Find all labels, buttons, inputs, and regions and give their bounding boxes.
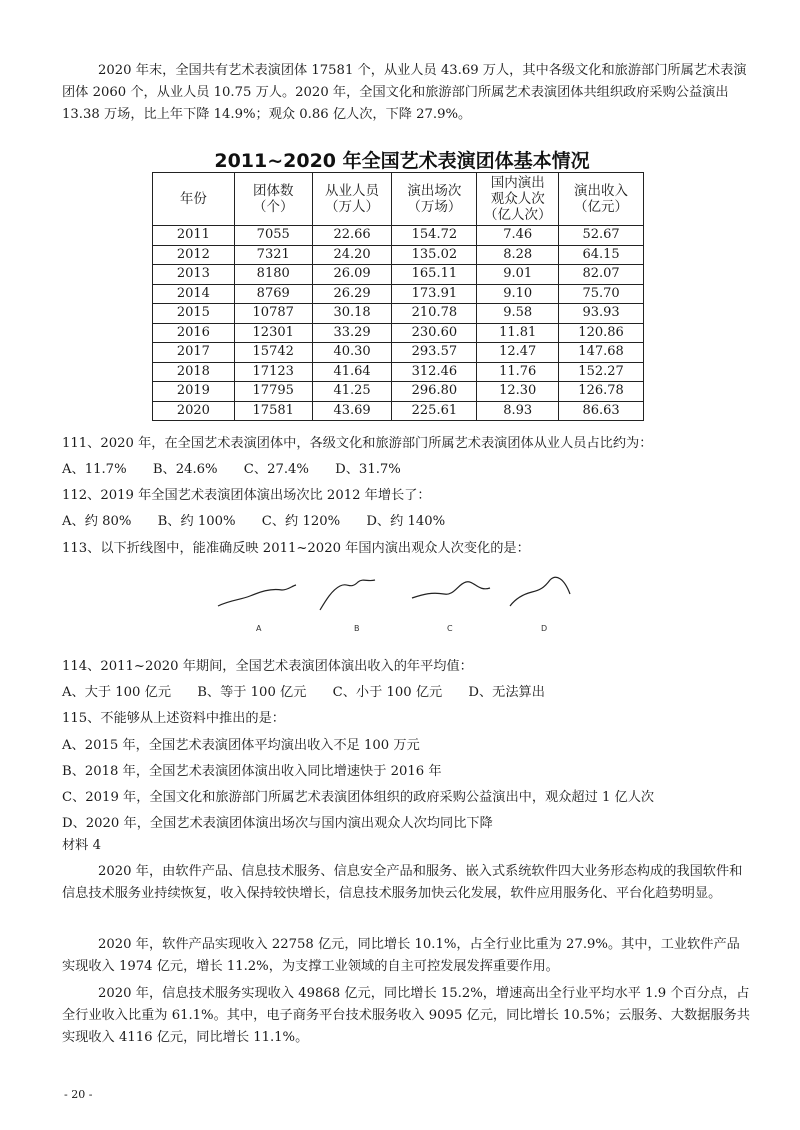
table-row xyxy=(153,343,644,363)
table-row xyxy=(153,245,644,265)
cell-performances: 135.02 xyxy=(392,245,477,265)
q114-stem: 114、2011~2020 年期间，全国艺术表演团体演出收入的年平均值： xyxy=(62,659,473,674)
chart-d-label: D xyxy=(541,624,548,633)
cell-employees: 30.18 xyxy=(312,304,392,324)
material4-heading: 材料 4 xyxy=(62,838,101,853)
q114-options xyxy=(62,683,762,703)
cell-year: 2019 xyxy=(153,382,235,402)
q112-option-d[interactable]: D、约 140% xyxy=(366,514,446,529)
cell-year: 2017 xyxy=(153,343,235,363)
cell-year: 2011 xyxy=(153,226,235,246)
q111-option-d[interactable]: D、31.7% xyxy=(335,462,401,477)
q112-option-a[interactable]: A、约 80% xyxy=(62,514,132,529)
cell-employees: 26.29 xyxy=(312,284,392,304)
cell-employees: 22.66 xyxy=(312,226,392,246)
cell-revenue: 147.68 xyxy=(559,343,644,363)
cell-revenue: 86.63 xyxy=(559,401,644,421)
cell-troupes: 15742 xyxy=(234,343,312,363)
intro-paragraph: 2020 年末，全国共有艺术表演团体 17581 个，从业人员 43.69 万人，其中各级文化和旅游部门所属艺术表演团体 2060 个，从业人员 10.75 万人。2020 年，全国文化和旅游部门所属艺术表演团体共组织政府采购公益演出 13.38 万场，比上年下降 14.9%；观众 0.86 亿人次，下降 27.9%。 xyxy=(62,63,747,122)
cell-troupes: 7055 xyxy=(234,226,312,246)
table-row xyxy=(153,265,644,285)
q111-option-b[interactable]: B、24.6% xyxy=(152,462,218,477)
chart-c-label: C xyxy=(447,624,453,633)
cell-audience: 11.76 xyxy=(477,362,559,382)
cell-performances: 210.78 xyxy=(392,304,477,324)
cell-audience: 8.28 xyxy=(477,245,559,265)
cell-troupes: 12301 xyxy=(234,323,312,343)
cell-performances: 165.11 xyxy=(392,265,477,285)
cell-year: 2014 xyxy=(153,284,235,304)
q114-option-a[interactable]: A、大于 100 亿元 xyxy=(62,685,172,700)
q111-options xyxy=(62,460,762,480)
table-body xyxy=(153,226,644,421)
material4-paragraph-2: 2020 年，软件产品实现收入 22758 亿元，同比增长 10.1%，占全行业比重为 27.9%。其中，工业软件产品实现收入 1974 亿元，增长 11.2%，为支撑工业领域的自主可控发展发挥重要作用。 xyxy=(62,937,740,974)
cell-revenue: 64.15 xyxy=(559,245,644,265)
data-table xyxy=(152,172,644,421)
cell-year: 2016 xyxy=(153,323,235,343)
cell-revenue: 152.27 xyxy=(559,362,644,382)
table-row xyxy=(153,226,644,246)
q115-option-c[interactable]: C、2019 年，全国文化和旅游部门所属艺术表演团体组织的政府采购公益演出中，观众超过 1 亿人次 xyxy=(62,790,655,805)
header-year: 年份 xyxy=(153,173,235,226)
chart-b-line[interactable] xyxy=(320,580,375,610)
q115-option-b[interactable]: B、2018 年，全国艺术表演团体演出收入同比增速快于 2016 年 xyxy=(62,764,442,779)
cell-troupes: 8180 xyxy=(234,265,312,285)
table-header-row xyxy=(153,173,644,226)
q114-option-b[interactable]: B、等于 100 亿元 xyxy=(197,685,307,700)
q111-option-a[interactable]: A、11.7% xyxy=(62,462,127,477)
cell-audience: 12.30 xyxy=(477,382,559,402)
cell-audience: 9.01 xyxy=(477,265,559,285)
header-troupes: 团体数 （个） xyxy=(234,173,312,226)
cell-revenue: 52.67 xyxy=(559,226,644,246)
table-row xyxy=(153,382,644,402)
q115-stem: 115、不能够从上述资料中推出的是： xyxy=(62,711,285,726)
cell-performances: 293.57 xyxy=(392,343,477,363)
cell-year: 2013 xyxy=(153,265,235,285)
cell-revenue: 75.70 xyxy=(559,284,644,304)
cell-troupes: 17123 xyxy=(234,362,312,382)
table-title: 2011~2020 年全国艺术表演团体基本情况 xyxy=(214,150,590,172)
q111-option-c[interactable]: C、27.4% xyxy=(243,462,309,477)
cell-performances: 312.46 xyxy=(392,362,477,382)
table-row xyxy=(153,304,644,324)
cell-performances: 296.80 xyxy=(392,382,477,402)
page-number: - 20 - xyxy=(64,1088,93,1101)
q115-option-d[interactable]: D、2020 年，全国艺术表演团体演出场次与国内演出观众人次均同比下降 xyxy=(62,816,493,831)
cell-audience: 8.93 xyxy=(477,401,559,421)
cell-troupes: 8769 xyxy=(234,284,312,304)
cell-employees: 41.64 xyxy=(312,362,392,382)
cell-troupes: 17795 xyxy=(234,382,312,402)
q111-stem: 111、2020 年，在全国艺术表演团体中，各级文化和旅游部门所属艺术表演团体从业人员占比约为： xyxy=(62,436,653,451)
cell-revenue: 120.86 xyxy=(559,323,644,343)
cell-performances: 173.91 xyxy=(392,284,477,304)
cell-audience: 7.46 xyxy=(477,226,559,246)
header-revenue: 演出收入 （亿元） xyxy=(559,173,644,226)
cell-year: 2012 xyxy=(153,245,235,265)
cell-year: 2020 xyxy=(153,401,235,421)
chart-d-line[interactable] xyxy=(510,577,570,606)
header-employees: 从业人员 （万人） xyxy=(312,173,392,226)
q114-option-d[interactable]: D、无法算出 xyxy=(468,685,545,700)
cell-year: 2015 xyxy=(153,304,235,324)
cell-audience: 12.47 xyxy=(477,343,559,363)
table-row xyxy=(153,323,644,343)
cell-troupes: 10787 xyxy=(234,304,312,324)
cell-revenue: 126.78 xyxy=(559,382,644,402)
chart-a-line[interactable] xyxy=(218,585,296,606)
cell-performances: 154.72 xyxy=(392,226,477,246)
q112-option-b[interactable]: B、约 100% xyxy=(157,514,236,529)
cell-employees: 40.30 xyxy=(312,343,392,363)
cell-performances: 230.60 xyxy=(392,323,477,343)
cell-troupes: 7321 xyxy=(234,245,312,265)
cell-employees: 43.69 xyxy=(312,401,392,421)
cell-year: 2018 xyxy=(153,362,235,382)
q112-stem: 112、2019 年全国艺术表演团体演出场次比 2012 年增长了： xyxy=(62,488,431,503)
q115-option-a[interactable]: A、2015 年，全国艺术表演团体平均演出收入不足 100 万元 xyxy=(62,738,420,753)
cell-revenue: 93.93 xyxy=(559,304,644,324)
q114-option-c[interactable]: C、小于 100 亿元 xyxy=(332,685,443,700)
cell-audience: 11.81 xyxy=(477,323,559,343)
cell-troupes: 17581 xyxy=(234,401,312,421)
q112-option-c[interactable]: C、约 120% xyxy=(261,514,341,529)
cell-employees: 41.25 xyxy=(312,382,392,402)
cell-employees: 26.09 xyxy=(312,265,392,285)
table-row xyxy=(153,401,644,421)
chart-a-label: A xyxy=(256,624,262,633)
chart-c-line[interactable] xyxy=(412,582,490,598)
header-audience: 国内演出 观众人次 （亿人次） xyxy=(477,173,559,226)
chart-b-label: B xyxy=(354,624,360,633)
table-row xyxy=(153,284,644,304)
material4-paragraph-1: 2020 年，由软件产品、信息技术服务、信息安全产品和服务、嵌入式系统软件四大业务形态构成的我国软件和信息技术服务业持续恢复，收入保持较快增长，信息技术服务加快云化发展，软件应用服务化、平台化趋势明显。 xyxy=(62,864,743,901)
cell-revenue: 82.07 xyxy=(559,265,644,285)
cell-audience: 9.58 xyxy=(477,304,559,324)
q113-stem: 113、以下折线图中，能准确反映 2011~2020 年国内演出观众人次变化的是： xyxy=(62,541,530,556)
material4-paragraph-3: 2020 年，信息技术服务实现收入 49868 亿元，同比增长 15.2%，增速高出全行业平均水平 1.9 个百分点，占全行业收入比重为 61.1%。其中，电子商务平台技术服务收入 9095 亿元，同比增长 10.5%；云服务、大数据服务共实现收入 4116 亿元，同比增长 11.1%。 xyxy=(62,986,750,1045)
cell-performances: 225.61 xyxy=(392,401,477,421)
cell-employees: 33.29 xyxy=(312,323,392,343)
cell-audience: 9.10 xyxy=(477,284,559,304)
q112-options xyxy=(62,512,762,532)
table-row xyxy=(153,362,644,382)
header-performances: 演出场次 （万场） xyxy=(392,173,477,226)
cell-employees: 24.20 xyxy=(312,245,392,265)
